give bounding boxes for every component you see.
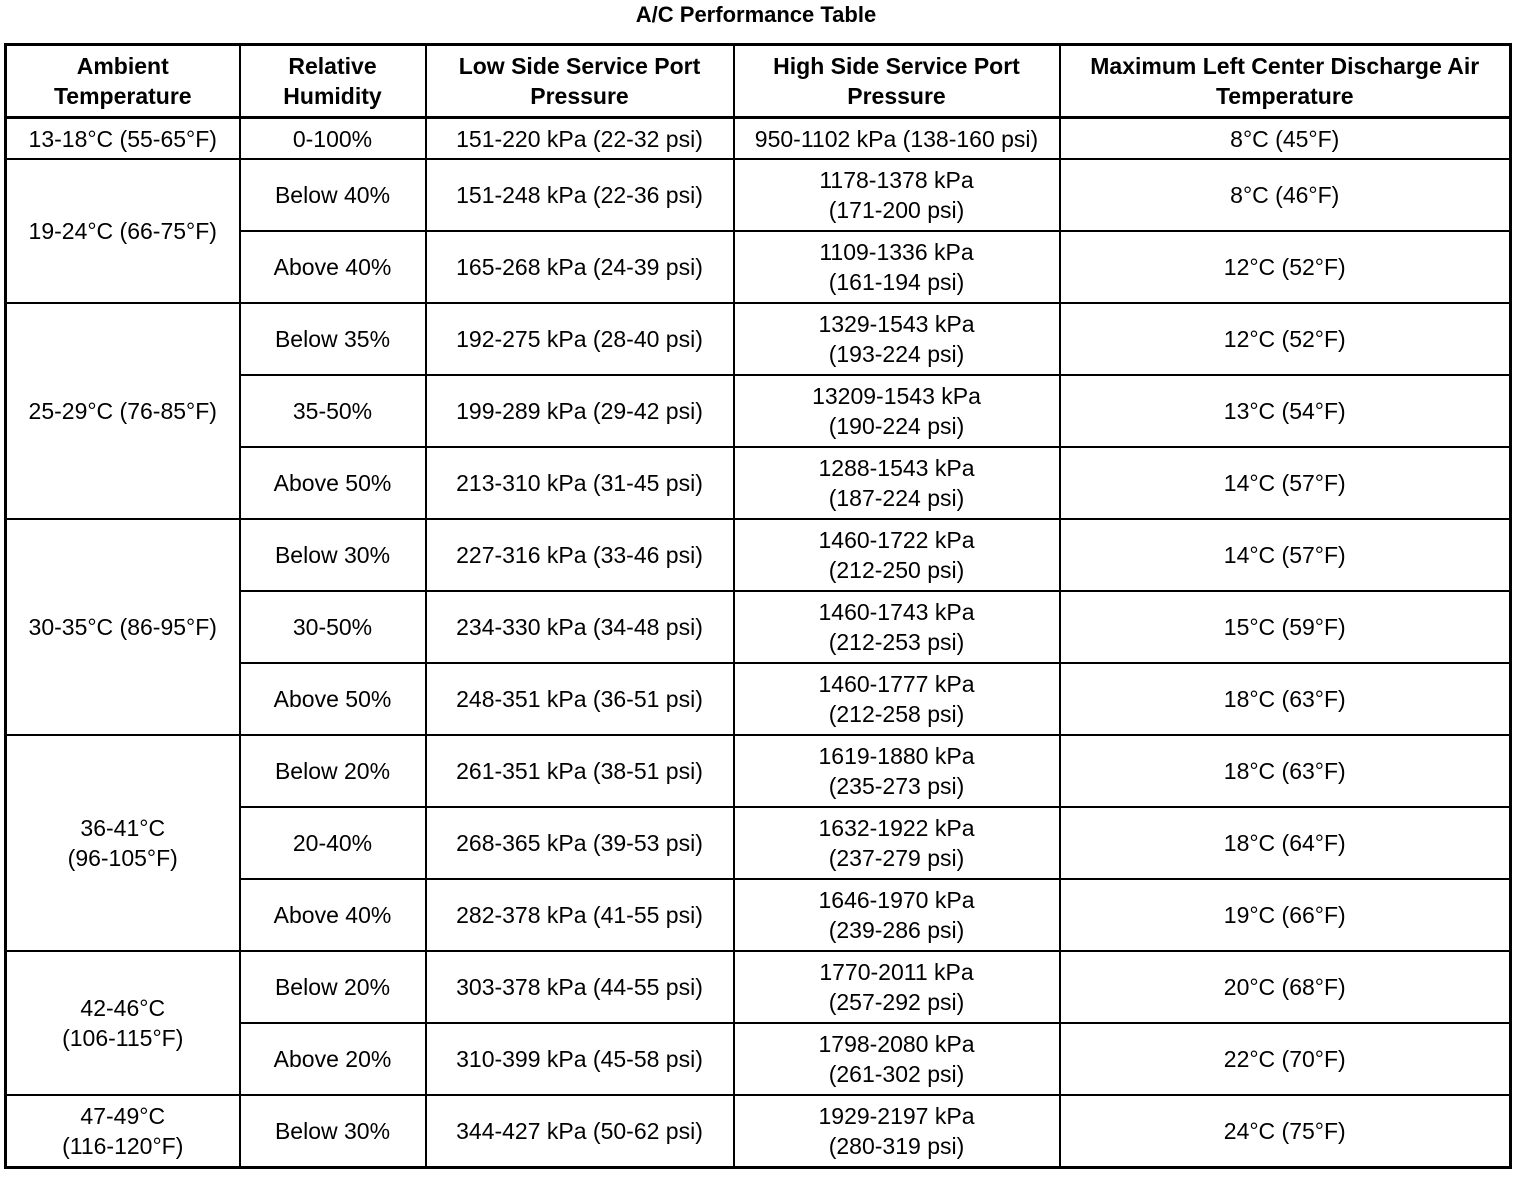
low-side-pressure-cell: 248-351 kPa (36-51 psi) <box>426 663 734 735</box>
table-row <box>6 118 1511 160</box>
discharge-temperature-cell: 18°C (64°F) <box>1060 807 1511 879</box>
humidity-cell: 0-100% <box>240 118 426 160</box>
low-side-pressure-cell: 310-399 kPa (45-58 psi) <box>426 1023 734 1095</box>
discharge-temperature-cell: 8°C (46°F) <box>1060 159 1511 231</box>
header-discharge-air-temperature: Maximum Left Center Discharge Air Temperature <box>1060 45 1511 118</box>
low-side-pressure-cell: 213-310 kPa (31-45 psi) <box>426 447 734 519</box>
table-title: A/C Performance Table <box>635 2 877 27</box>
high-side-pressure-cell: 1929-2197 kPa (280-319 psi) <box>734 1095 1060 1168</box>
humidity-cell: Below 30% <box>240 1095 426 1168</box>
high-side-pressure-cell: 1460-1722 kPa (212-250 psi) <box>734 519 1060 591</box>
discharge-temperature-cell: 14°C (57°F) <box>1060 519 1511 591</box>
humidity-cell: Above 20% <box>240 1023 426 1095</box>
humidity-cell: Above 40% <box>240 231 426 303</box>
discharge-temperature-cell: 8°C (45°F) <box>1060 118 1511 160</box>
humidity-cell: Below 40% <box>240 159 426 231</box>
ambient-temperature-cell: 30-35°C (86-95°F) <box>6 519 240 735</box>
high-side-pressure-cell: 1178-1378 kPa (171-200 psi) <box>734 159 1060 231</box>
high-side-pressure-cell: 1770-2011 kPa (257-292 psi) <box>734 951 1060 1023</box>
high-side-pressure-cell: 1619-1880 kPa (235-273 psi) <box>734 735 1060 807</box>
low-side-pressure-cell: 151-220 kPa (22-32 psi) <box>426 118 734 160</box>
table-row <box>6 159 1511 231</box>
low-side-pressure-cell: 282-378 kPa (41-55 psi) <box>426 879 734 951</box>
table-row <box>6 1095 1511 1168</box>
humidity-cell: Above 50% <box>240 663 426 735</box>
header-row <box>6 45 1511 118</box>
high-side-pressure-cell: 1646-1970 kPa (239-286 psi) <box>734 879 1060 951</box>
high-side-pressure-cell: 950-1102 kPa (138-160 psi) <box>734 118 1060 160</box>
ambient-temperature-cell: 19-24°C (66-75°F) <box>6 159 240 303</box>
header-low-side-pressure: Low Side Service Port Pressure <box>426 45 734 118</box>
high-side-pressure-cell: 1798-2080 kPa (261-302 psi) <box>734 1023 1060 1095</box>
high-side-pressure-cell: 1632-1922 kPa (237-279 psi) <box>734 807 1060 879</box>
humidity-cell: Above 50% <box>240 447 426 519</box>
high-side-pressure-cell: 1288-1543 kPa (187-224 psi) <box>734 447 1060 519</box>
discharge-temperature-cell: 12°C (52°F) <box>1060 303 1511 375</box>
ambient-temperature-cell: 42-46°C (106-115°F) <box>6 951 240 1095</box>
ambient-temperature-cell: 25-29°C (76-85°F) <box>6 303 240 519</box>
discharge-temperature-cell: 20°C (68°F) <box>1060 951 1511 1023</box>
humidity-cell: 35-50% <box>240 375 426 447</box>
low-side-pressure-cell: 151-248 kPa (22-36 psi) <box>426 159 734 231</box>
table-row <box>6 735 1511 807</box>
header-relative-humidity: Relative Humidity <box>240 45 426 118</box>
low-side-pressure-cell: 192-275 kPa (28-40 psi) <box>426 303 734 375</box>
ambient-temperature-cell: 47-49°C (116-120°F) <box>6 1095 240 1168</box>
high-side-pressure-cell: 1109-1336 kPa (161-194 psi) <box>734 231 1060 303</box>
high-side-pressure-cell: 13209-1543 kPa (190-224 psi) <box>734 375 1060 447</box>
discharge-temperature-cell: 12°C (52°F) <box>1060 231 1511 303</box>
low-side-pressure-cell: 268-365 kPa (39-53 psi) <box>426 807 734 879</box>
humidity-cell: Above 40% <box>240 879 426 951</box>
humidity-cell: 20-40% <box>240 807 426 879</box>
low-side-pressure-cell: 261-351 kPa (38-51 psi) <box>426 735 734 807</box>
humidity-cell: 30-50% <box>240 591 426 663</box>
discharge-temperature-cell: 18°C (63°F) <box>1060 663 1511 735</box>
high-side-pressure-cell: 1460-1777 kPa (212-258 psi) <box>734 663 1060 735</box>
low-side-pressure-cell: 234-330 kPa (34-48 psi) <box>426 591 734 663</box>
high-side-pressure-cell: 1329-1543 kPa (193-224 psi) <box>734 303 1060 375</box>
ambient-temperature-cell: 13-18°C (55-65°F) <box>6 118 240 160</box>
table-row <box>6 303 1511 375</box>
humidity-cell: Below 20% <box>240 951 426 1023</box>
humidity-cell: Below 30% <box>240 519 426 591</box>
discharge-temperature-cell: 15°C (59°F) <box>1060 591 1511 663</box>
ac-performance-table <box>4 43 1512 1169</box>
high-side-pressure-cell: 1460-1743 kPa (212-253 psi) <box>734 591 1060 663</box>
low-side-pressure-cell: 199-289 kPa (29-42 psi) <box>426 375 734 447</box>
discharge-temperature-cell: 22°C (70°F) <box>1060 1023 1511 1095</box>
low-side-pressure-cell: 303-378 kPa (44-55 psi) <box>426 951 734 1023</box>
discharge-temperature-cell: 18°C (63°F) <box>1060 735 1511 807</box>
header-high-side-pressure: High Side Service Port Pressure <box>734 45 1060 118</box>
ambient-temperature-cell: 36-41°C (96-105°F) <box>6 735 240 951</box>
table-row <box>6 951 1511 1023</box>
low-side-pressure-cell: 227-316 kPa (33-46 psi) <box>426 519 734 591</box>
humidity-cell: Below 20% <box>240 735 426 807</box>
discharge-temperature-cell: 13°C (54°F) <box>1060 375 1511 447</box>
table-row <box>6 519 1511 591</box>
discharge-temperature-cell: 14°C (57°F) <box>1060 447 1511 519</box>
discharge-temperature-cell: 24°C (75°F) <box>1060 1095 1511 1168</box>
low-side-pressure-cell: 344-427 kPa (50-62 psi) <box>426 1095 734 1168</box>
discharge-temperature-cell: 19°C (66°F) <box>1060 879 1511 951</box>
header-ambient-temperature: Ambient Temperature <box>6 45 240 118</box>
humidity-cell: Below 35% <box>240 303 426 375</box>
low-side-pressure-cell: 165-268 kPa (24-39 psi) <box>426 231 734 303</box>
